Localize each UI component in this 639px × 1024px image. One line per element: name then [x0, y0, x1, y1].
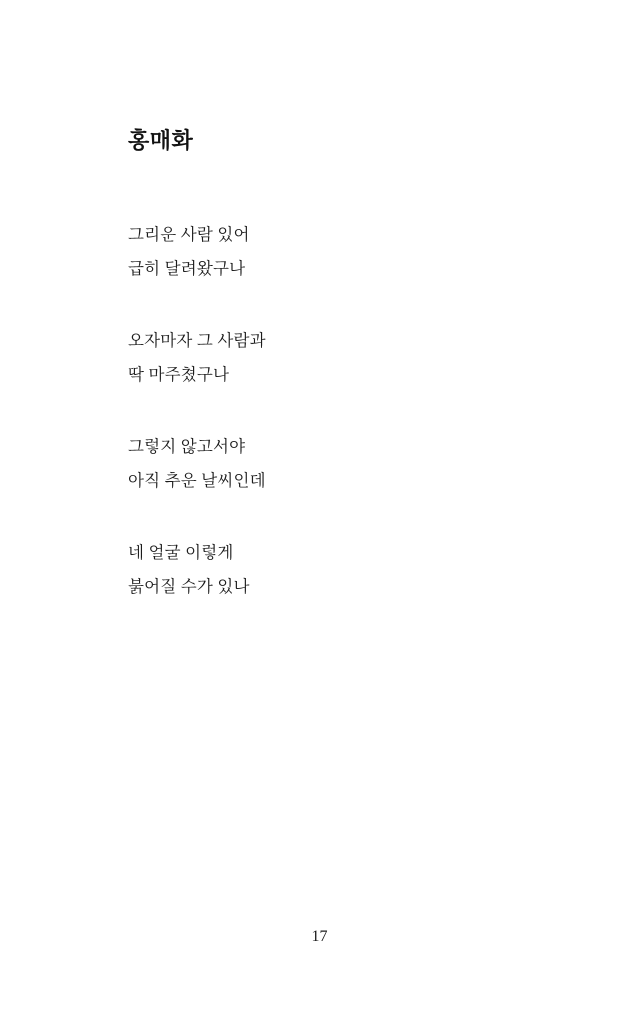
poem-stanza [128, 324, 528, 392]
page-number: 17 [311, 928, 328, 945]
poem-line: 아직 추운 날씨인데 [128, 471, 266, 490]
poem-line: 네 얼굴 이렇게 [128, 543, 234, 562]
poem-line: 붉어질 수가 있나 [128, 577, 250, 596]
poem-stanza [128, 218, 528, 286]
poem-line: 그렇지 않고서야 [128, 437, 246, 456]
poem-stanza [128, 430, 528, 498]
poem-line: 급히 달려왔구나 [128, 259, 246, 278]
page-title: 홍매화 [128, 127, 194, 153]
poem-stanza [128, 536, 528, 604]
poem-body [128, 218, 528, 604]
poem-line: 딱 마주쳤구나 [128, 365, 230, 384]
poem-line: 오자마자 그 사람과 [128, 331, 266, 350]
poem-line: 그리운 사람 있어 [128, 225, 250, 244]
